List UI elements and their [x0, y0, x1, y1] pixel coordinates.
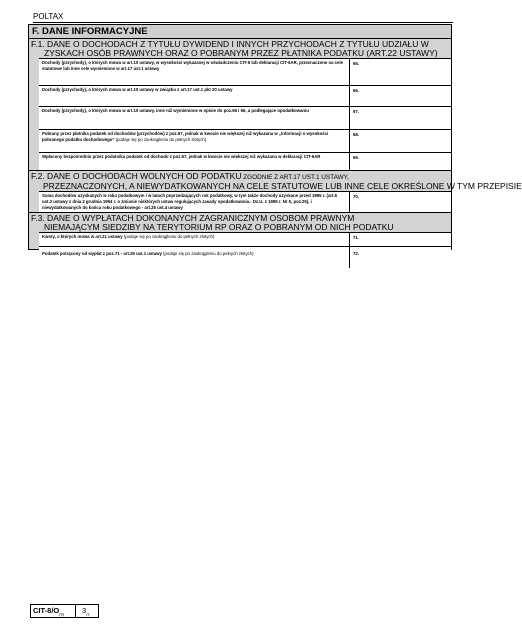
field-number-67: 67.: [353, 109, 359, 114]
field-number-70: 70.: [353, 194, 359, 199]
brand-label: POLTAX: [33, 12, 64, 21]
field-row-69[interactable]: [39, 152, 451, 170]
f1-heading-line1: F.1. DANE O DOCHODACH Z TYTUŁU DYWIDEND I INNYCH PRZYCHODACH Z TYTUŁU UDZIAŁU W: [31, 39, 429, 49]
field-label-72: Podatek potrącony od wypłat z poz.71 - art.26 ust.1 ustawy (podaje się po zaokrągleniu do pełnych złotych): [39, 247, 350, 268]
f3-heading: [29, 212, 451, 232]
field-number-68: 68.: [353, 132, 359, 137]
page-number: $3_{/3}$: [75, 604, 99, 618]
section-f-form: [28, 24, 522, 256]
form-code: CIT-$8/O_{(6)}$: [30, 604, 75, 618]
f1-rows: [39, 58, 451, 170]
f2-rows: [39, 191, 451, 212]
field-label-68: Pobrany przez płatnika podatek od dochodów (przychodów) z poz.67, jednak w kwocie nie większej niż wykazana w „Informacji o wysokości pobranego podatku dochodowego" (podaje się po zaokrągleniu do pełnych złotych): [39, 130, 350, 152]
form-footer: [30, 604, 99, 618]
field-row-65[interactable]: [39, 58, 451, 85]
f3-rows: [39, 232, 451, 268]
field-number-69: 69.: [353, 155, 359, 160]
field-row-68[interactable]: [39, 129, 451, 152]
field-label-70: Suma dochodów uzyskanych w roku podatkowym i w latach poprzedzających rok podatkowy, w tym także dochody uzyskane przed 1995 r. (art.6 ust.2 ustawy z dnia 2 grudnia 1994 r. o zmianie niektórych ustaw regulujących zasady opodatkowania.- Dz.U. z 1995 r. Nr 5, poz.25), i niewydatkowanych do końca roku podatkowego - art.25 ust.4 ustawy: [39, 192, 350, 212]
field-label-66: Dochody (przychody), o których mowa w art.10 ustawy w związku z art.17 ust.1 pkt 20 ustawy: [39, 86, 350, 106]
f2-heading-line2: PRZEZNACZONYCH, A NIEWYDATKOWANYCH NA CELE STATUTOWE LUB INNE CELE OKREŚLONE W TYM PRZEPISIE: [43, 181, 522, 191]
field-row-66[interactable]: [39, 85, 451, 106]
field-row-72[interactable]: [39, 246, 451, 268]
f2-heading: [29, 170, 522, 191]
field-number-71: 71.: [353, 235, 359, 240]
field-label-67: Dochody (przychody), o których mowa w art.10 ustawy, inne niż wymienione w opisie do poz.65 i 66, a podlegające opodatkowaniu: [39, 107, 350, 129]
section-title: F. DANE INFORMACYJNE: [29, 25, 451, 39]
f2-heading-note: ZGODNIE Z ART.17 UST.1 USTAWY,: [241, 174, 349, 181]
f3-heading-line1: F.3. DANE O WYPŁATACH DOKONANYCH ZAGRANICZNYM OSOBOM PRAWNYM: [31, 213, 355, 223]
field-row-71[interactable]: [39, 232, 451, 246]
field-label-69: Wpłacony bezpośrednio przez podatnika podatek od dochodu z poz.67, jednak w kwocie nie większej niż wykazana w deklaracji CIT-6AR: [39, 153, 350, 170]
field-row-70[interactable]: [39, 191, 451, 212]
f2-heading-line1: F.2. DANE O DOCHODACH WOLNYCH OD PODATKU: [31, 171, 242, 181]
field-number-65: 65.: [353, 61, 359, 66]
f3-heading-line2: NIEMAJĄCYM SIEDZIBY NA TERYTORIUM RP ORAZ O POBRANYM OD NICH PODATKU: [44, 222, 394, 232]
field-number-66: 66.: [353, 88, 359, 93]
header-divider: [33, 22, 453, 23]
f1-heading-line2: ZYSKACH OSÓB PRAWNYCH ORAZ O POBRANYM PRZEZ PŁATNIKA PODATKU (ART.22 USTAWY): [44, 48, 438, 58]
f1-heading: [29, 39, 451, 58]
field-label-65: Dochody (przychody), o których mowa w art.10 ustawy, w wysokości wykazanej w oświadczeniu CIT-5 lub deklaracji CIT-6AR, przeznaczone na cele statutowe lub inne cele wymienione w art.17 ust.1 ustawy: [39, 59, 350, 85]
field-row-67[interactable]: [39, 106, 451, 129]
field-label-71: Kwoty, o których mowa w art.21 ustawy (podaje się po zaokrągleniu do pełnych złotych): [39, 233, 350, 246]
field-number-72: 72.: [353, 251, 359, 256]
